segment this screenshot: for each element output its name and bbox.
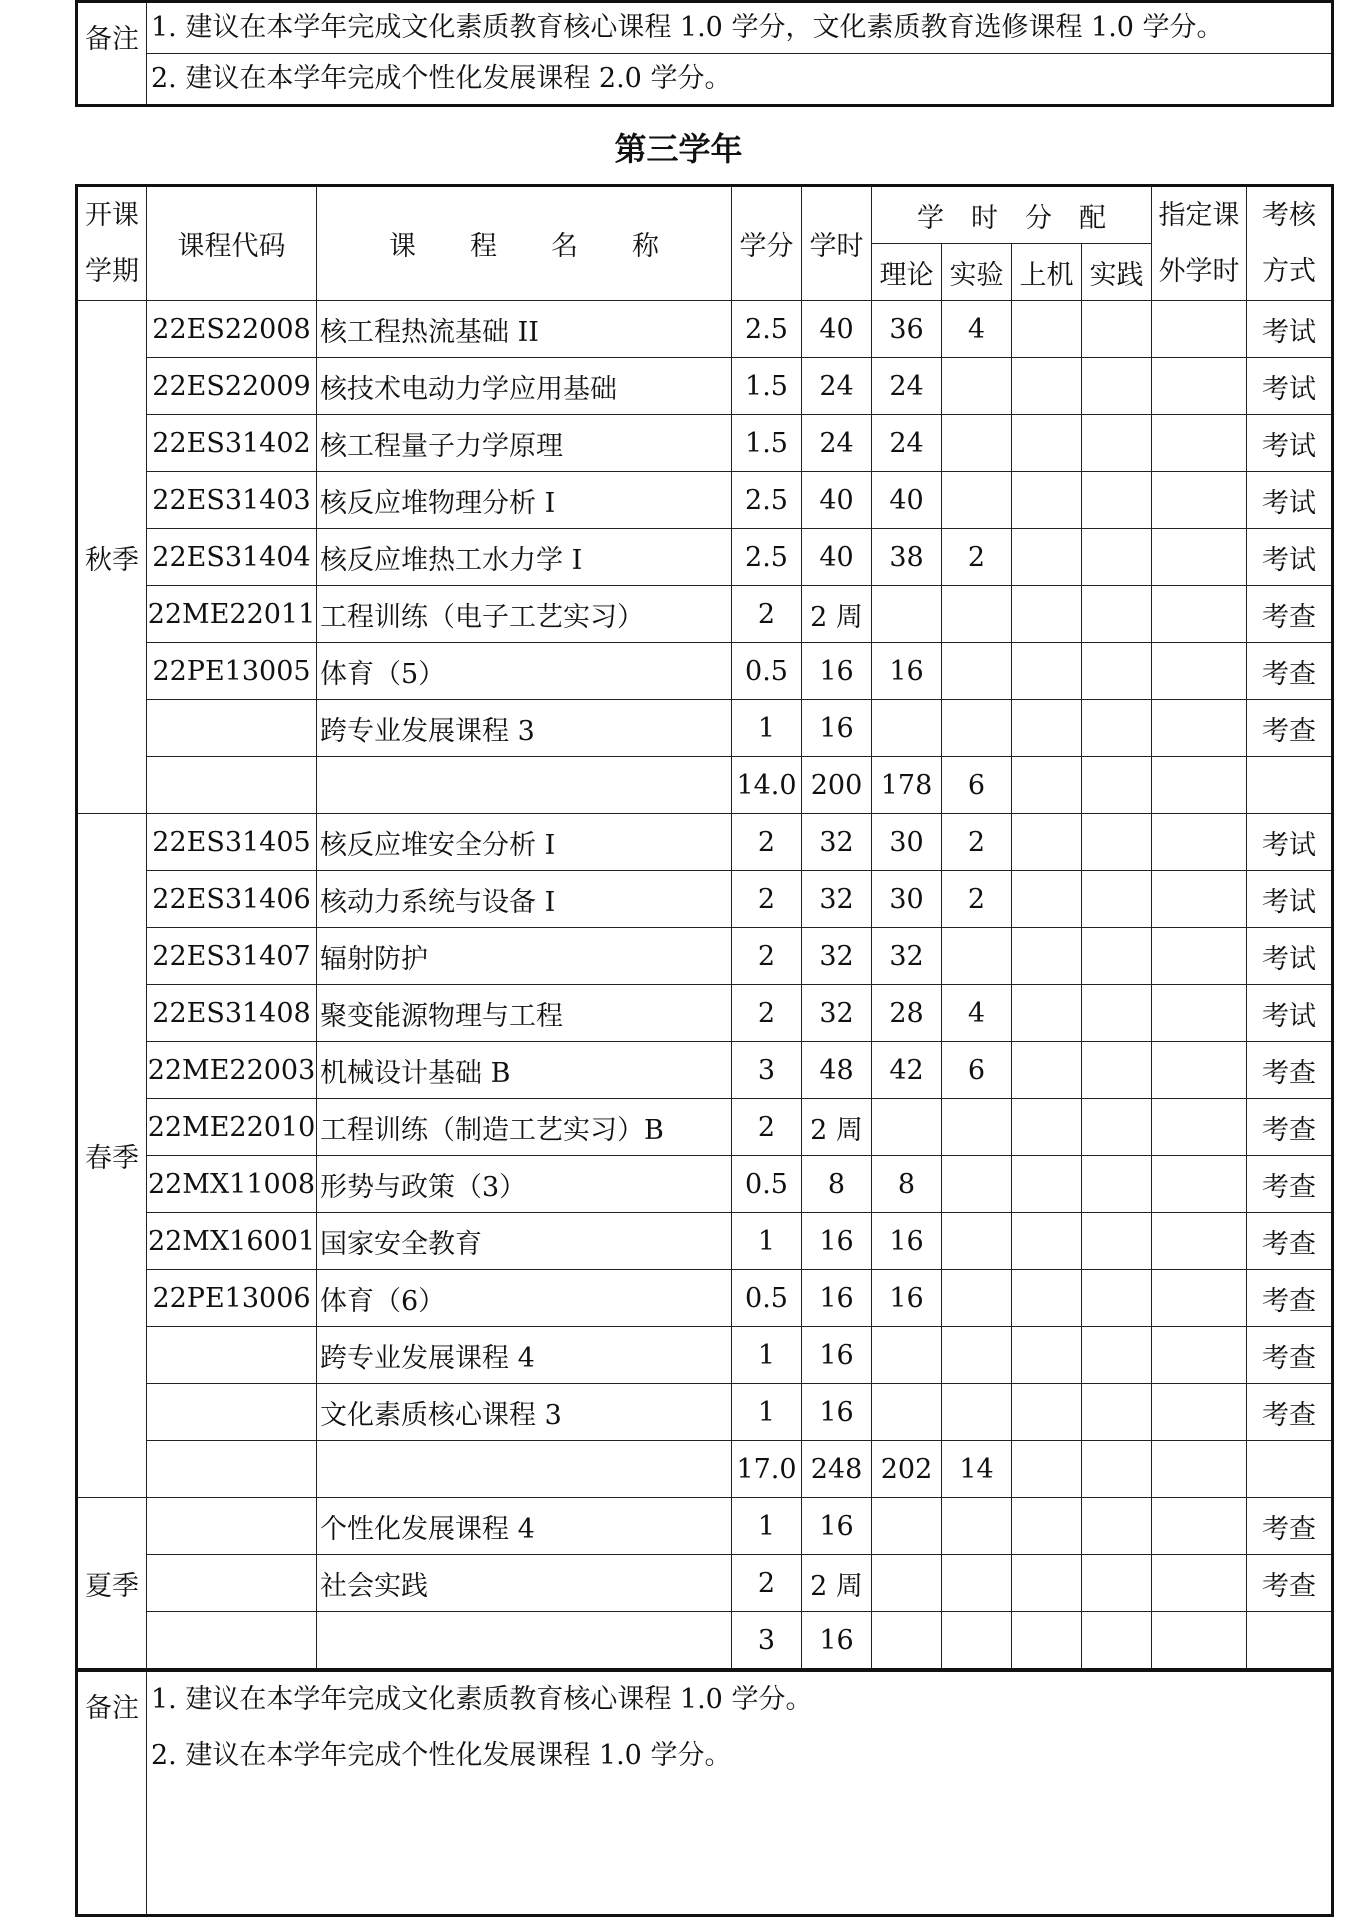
experiment-hours — [942, 1384, 1012, 1441]
experiment-hours — [942, 1498, 1012, 1555]
theory-hours — [872, 700, 942, 757]
practice-hours — [1082, 643, 1152, 700]
table-row — [77, 1384, 1333, 1441]
experiment-hours — [942, 586, 1012, 643]
practice-hours — [1082, 472, 1152, 529]
experiment-hours — [942, 1156, 1012, 1213]
table-row — [77, 1042, 1333, 1099]
course-name: 核反应堆热工水力学 I — [317, 529, 732, 586]
course-code: 22ES31406 — [147, 871, 317, 928]
course-name — [317, 1441, 732, 1498]
course-code: 22PE13006 — [147, 1270, 317, 1327]
course-code: 22ES31403 — [147, 472, 317, 529]
computer-hours — [1012, 1498, 1082, 1555]
table-row — [77, 1270, 1333, 1327]
extracurricular-hours — [1152, 415, 1247, 472]
course-name: 核工程量子力学原理 — [317, 415, 732, 472]
table-row — [77, 1099, 1333, 1156]
header-name: 课 程 名 称 — [317, 186, 732, 301]
theory-hours: 8 — [872, 1156, 942, 1213]
practice-hours — [1082, 928, 1152, 985]
course-name: 体育（5） — [317, 643, 732, 700]
practice-hours — [1082, 1099, 1152, 1156]
credits: 17.0 — [732, 1441, 802, 1498]
course-name: 国家安全教育 — [317, 1213, 732, 1270]
hours: 200 — [802, 757, 872, 814]
theory-hours: 36 — [872, 301, 942, 358]
hours: 248 — [802, 1441, 872, 1498]
computer-hours — [1012, 1099, 1082, 1156]
hours: 16 — [802, 1498, 872, 1555]
theory-hours — [872, 1099, 942, 1156]
hours: 16 — [802, 643, 872, 700]
extracurricular-hours — [1152, 1498, 1247, 1555]
header-semester: 开课 学期 — [77, 186, 147, 301]
computer-hours — [1012, 1555, 1082, 1612]
credits: 2 — [732, 871, 802, 928]
practice-hours — [1082, 1612, 1152, 1670]
credits: 2 — [732, 1099, 802, 1156]
course-code: 22MX11008 — [147, 1156, 317, 1213]
table-row — [77, 1327, 1333, 1384]
theory-hours: 42 — [872, 1042, 942, 1099]
hours: 40 — [802, 472, 872, 529]
course-name: 文化素质核心课程 3 — [317, 1384, 732, 1441]
course-name: 辐射防护 — [317, 928, 732, 985]
course-code: 22ES22008 — [147, 301, 317, 358]
extracurricular-hours — [1152, 700, 1247, 757]
course-name: 机械设计基础 B — [317, 1042, 732, 1099]
course-code: 22PE13005 — [147, 643, 317, 700]
practice-hours — [1082, 529, 1152, 586]
extracurricular-hours — [1152, 1042, 1247, 1099]
credits: 14.0 — [732, 757, 802, 814]
course-code: 22ES31404 — [147, 529, 317, 586]
computer-hours — [1012, 757, 1082, 814]
assessment: 考查 — [1247, 1555, 1333, 1612]
computer-hours — [1012, 1384, 1082, 1441]
assessment: 考试 — [1247, 928, 1333, 985]
course-code: 22ES22009 — [147, 358, 317, 415]
practice-hours — [1082, 1327, 1152, 1384]
table-row — [77, 301, 1333, 358]
course-code: 22ME22010 — [147, 1099, 317, 1156]
semester-cell: 夏季 — [77, 1498, 147, 1670]
extracurricular-hours — [1152, 472, 1247, 529]
remark-line: 2. 建议在本学年完成个性化发展课程 2.0 学分。 — [147, 54, 1333, 106]
extracurricular-hours — [1152, 757, 1247, 814]
course-code — [147, 1612, 317, 1670]
assessment: 考查 — [1247, 1156, 1333, 1213]
extracurricular-hours — [1152, 871, 1247, 928]
course-code: 22ME22003 — [147, 1042, 317, 1099]
table-row — [77, 1213, 1333, 1270]
assessment — [1247, 757, 1333, 814]
hours: 2 周 — [802, 586, 872, 643]
hours: 16 — [802, 1270, 872, 1327]
practice-hours — [1082, 1213, 1152, 1270]
practice-hours — [1082, 757, 1152, 814]
table-row — [77, 985, 1333, 1042]
experiment-hours: 4 — [942, 985, 1012, 1042]
practice-hours — [1082, 1042, 1152, 1099]
theory-hours: 24 — [872, 415, 942, 472]
course-name: 跨专业发展课程 4 — [317, 1327, 732, 1384]
experiment-hours: 6 — [942, 757, 1012, 814]
extracurricular-hours — [1152, 1612, 1247, 1670]
computer-hours — [1012, 301, 1082, 358]
header-hours: 学时 — [802, 186, 872, 301]
credits: 0.5 — [732, 643, 802, 700]
theory-hours: 24 — [872, 358, 942, 415]
course-name: 社会实践 — [317, 1555, 732, 1612]
computer-hours — [1012, 472, 1082, 529]
course-code — [147, 1384, 317, 1441]
assessment: 考试 — [1247, 415, 1333, 472]
experiment-hours: 2 — [942, 871, 1012, 928]
extracurricular-hours — [1152, 1384, 1247, 1441]
computer-hours — [1012, 529, 1082, 586]
extracurricular-hours — [1152, 1213, 1247, 1270]
course-code — [147, 757, 317, 814]
remark-line: 2. 建议在本学年完成个性化发展课程 1.0 学分。 — [151, 1740, 732, 1771]
remark-line: 1. 建议在本学年完成文化素质教育核心课程 1.0 学分，文化素质教育选修课程 1.0 学分。 — [147, 2, 1333, 54]
credits: 0.5 — [732, 1156, 802, 1213]
computer-hours — [1012, 1156, 1082, 1213]
hours: 24 — [802, 358, 872, 415]
practice-hours — [1082, 358, 1152, 415]
theory-hours — [872, 586, 942, 643]
table-row — [77, 928, 1333, 985]
table-row — [77, 358, 1333, 415]
theory-hours: 16 — [872, 1270, 942, 1327]
credits: 2 — [732, 814, 802, 871]
experiment-hours — [942, 1555, 1012, 1612]
hours: 24 — [802, 415, 872, 472]
experiment-hours — [942, 928, 1012, 985]
theory-hours: 16 — [872, 1213, 942, 1270]
hours: 16 — [802, 1327, 872, 1384]
extracurricular-hours — [1152, 1156, 1247, 1213]
assessment: 考查 — [1247, 1384, 1333, 1441]
course-name: 核工程热流基础 II — [317, 301, 732, 358]
extracurricular-hours — [1152, 928, 1247, 985]
assessment: 考试 — [1247, 814, 1333, 871]
experiment-hours — [942, 472, 1012, 529]
credits: 1 — [732, 1384, 802, 1441]
semester-cell: 春季 — [77, 814, 147, 1498]
hours: 32 — [802, 871, 872, 928]
theory-hours: 38 — [872, 529, 942, 586]
course-code: 22ES31402 — [147, 415, 317, 472]
theory-hours — [872, 1498, 942, 1555]
course-code — [147, 1555, 317, 1612]
assessment: 考试 — [1247, 871, 1333, 928]
course-table — [75, 184, 1334, 1671]
computer-hours — [1012, 871, 1082, 928]
assessment: 考试 — [1247, 358, 1333, 415]
theory-hours — [872, 1612, 942, 1670]
theory-hours: 202 — [872, 1441, 942, 1498]
table-row — [77, 472, 1333, 529]
assessment: 考查 — [1247, 1042, 1333, 1099]
practice-hours — [1082, 814, 1152, 871]
credits: 2.5 — [732, 472, 802, 529]
top-remarks-table — [75, 0, 1334, 107]
table-row — [77, 1498, 1333, 1555]
course-code: 22ME22011 — [147, 586, 317, 643]
credits: 2 — [732, 985, 802, 1042]
experiment-hours — [942, 1099, 1012, 1156]
table-row — [77, 700, 1333, 757]
experiment-hours — [942, 1327, 1012, 1384]
course-name: 工程训练（电子工艺实习） — [317, 586, 732, 643]
extracurricular-hours — [1152, 985, 1247, 1042]
table-row — [77, 814, 1333, 871]
practice-hours — [1082, 700, 1152, 757]
computer-hours — [1012, 415, 1082, 472]
course-name: 聚变能源物理与工程 — [317, 985, 732, 1042]
experiment-hours: 6 — [942, 1042, 1012, 1099]
experiment-hours: 14 — [942, 1441, 1012, 1498]
extracurricular-hours — [1152, 1555, 1247, 1612]
course-name: 跨专业发展课程 3 — [317, 700, 732, 757]
theory-hours: 178 — [872, 757, 942, 814]
practice-hours — [1082, 415, 1152, 472]
hours: 2 周 — [802, 1099, 872, 1156]
remarks-label: 备注 — [77, 1671, 147, 1916]
hours: 2 周 — [802, 1555, 872, 1612]
practice-hours — [1082, 871, 1152, 928]
practice-hours — [1082, 1498, 1152, 1555]
computer-hours — [1012, 928, 1082, 985]
computer-hours — [1012, 1042, 1082, 1099]
header-credits: 学分 — [732, 186, 802, 301]
credits: 1 — [732, 700, 802, 757]
course-name — [317, 757, 732, 814]
computer-hours — [1012, 814, 1082, 871]
computer-hours — [1012, 700, 1082, 757]
hours: 40 — [802, 529, 872, 586]
remark-line: 1. 建议在本学年完成文化素质教育核心课程 1.0 学分。 — [151, 1684, 813, 1715]
practice-hours — [1082, 1441, 1152, 1498]
extracurricular-hours — [1152, 1327, 1247, 1384]
table-row — [77, 1441, 1333, 1498]
bottom-remarks-table — [75, 1669, 1334, 1917]
extracurricular-hours — [1152, 643, 1247, 700]
course-name: 体育（6） — [317, 1270, 732, 1327]
practice-hours — [1082, 1555, 1152, 1612]
header-practice: 实践 — [1082, 244, 1152, 301]
experiment-hours: 2 — [942, 529, 1012, 586]
extracurricular-hours — [1152, 1099, 1247, 1156]
credits: 2 — [732, 928, 802, 985]
course-name: 核技术电动力学应用基础 — [317, 358, 732, 415]
assessment: 考查 — [1247, 1327, 1333, 1384]
table-row — [77, 415, 1333, 472]
theory-hours: 28 — [872, 985, 942, 1042]
table-row — [77, 871, 1333, 928]
hours: 40 — [802, 301, 872, 358]
theory-hours: 30 — [872, 871, 942, 928]
credits: 1 — [732, 1498, 802, 1555]
table-row — [77, 586, 1333, 643]
extracurricular-hours — [1152, 1441, 1247, 1498]
hours: 16 — [802, 1213, 872, 1270]
practice-hours — [1082, 586, 1152, 643]
course-code: 22ES31408 — [147, 985, 317, 1042]
hours: 8 — [802, 1156, 872, 1213]
assessment: 考试 — [1247, 529, 1333, 586]
practice-hours — [1082, 1270, 1152, 1327]
course-code: 22ES31407 — [147, 928, 317, 985]
credits: 0.5 — [732, 1270, 802, 1327]
credits: 2.5 — [732, 301, 802, 358]
assessment: 考查 — [1247, 643, 1333, 700]
table-row — [77, 1555, 1333, 1612]
theory-hours: 16 — [872, 643, 942, 700]
hours: 32 — [802, 985, 872, 1042]
credits: 1 — [732, 1213, 802, 1270]
experiment-hours — [942, 700, 1012, 757]
experiment-hours: 2 — [942, 814, 1012, 871]
header-assessment: 考核 方式 — [1247, 186, 1333, 301]
course-name — [317, 1612, 732, 1670]
table-row — [77, 757, 1333, 814]
credits: 3 — [732, 1612, 802, 1670]
credits: 1.5 — [732, 415, 802, 472]
header-distribution: 学 时 分 配 — [872, 186, 1152, 244]
course-code: 22MX16001 — [147, 1213, 317, 1270]
experiment-hours — [942, 358, 1012, 415]
table-row — [77, 643, 1333, 700]
credits: 1.5 — [732, 358, 802, 415]
hours: 48 — [802, 1042, 872, 1099]
practice-hours — [1082, 301, 1152, 358]
theory-hours — [872, 1327, 942, 1384]
assessment — [1247, 1441, 1333, 1498]
assessment: 考查 — [1247, 1498, 1333, 1555]
course-name: 核反应堆物理分析 I — [317, 472, 732, 529]
extracurricular-hours — [1152, 529, 1247, 586]
assessment: 考试 — [1247, 301, 1333, 358]
assessment: 考试 — [1247, 472, 1333, 529]
experiment-hours — [942, 1612, 1012, 1670]
credits: 2 — [732, 586, 802, 643]
practice-hours — [1082, 1384, 1152, 1441]
course-name: 个性化发展课程 4 — [317, 1498, 732, 1555]
assessment: 考试 — [1247, 985, 1333, 1042]
experiment-hours: 4 — [942, 301, 1012, 358]
credits: 2.5 — [732, 529, 802, 586]
theory-hours: 30 — [872, 814, 942, 871]
experiment-hours — [942, 643, 1012, 700]
hours: 32 — [802, 928, 872, 985]
assessment: 考查 — [1247, 700, 1333, 757]
year-title: 第三学年 — [614, 130, 743, 168]
extracurricular-hours — [1152, 1270, 1247, 1327]
course-code — [147, 1441, 317, 1498]
experiment-hours — [942, 1270, 1012, 1327]
assessment: 考查 — [1247, 586, 1333, 643]
remarks-content — [147, 1671, 1333, 1916]
header-extracurricular: 指定课 外学时 — [1152, 186, 1247, 301]
experiment-hours — [942, 1213, 1012, 1270]
computer-hours — [1012, 1441, 1082, 1498]
header-experiment: 实验 — [942, 244, 1012, 301]
practice-hours — [1082, 1156, 1152, 1213]
computer-hours — [1012, 1327, 1082, 1384]
hours: 16 — [802, 1384, 872, 1441]
extracurricular-hours — [1152, 301, 1247, 358]
experiment-hours — [942, 415, 1012, 472]
table-row — [77, 1156, 1333, 1213]
header-computer: 上机 — [1012, 244, 1082, 301]
course-code: 22ES31405 — [147, 814, 317, 871]
assessment: 考查 — [1247, 1213, 1333, 1270]
course-name: 形势与政策（3） — [317, 1156, 732, 1213]
course-code — [147, 1498, 317, 1555]
computer-hours — [1012, 985, 1082, 1042]
theory-hours — [872, 1384, 942, 1441]
computer-hours — [1012, 643, 1082, 700]
extracurricular-hours — [1152, 358, 1247, 415]
table-row — [77, 1612, 1333, 1670]
course-body — [77, 301, 1333, 1670]
hours: 16 — [802, 700, 872, 757]
computer-hours — [1012, 1213, 1082, 1270]
header-theory: 理论 — [872, 244, 942, 301]
course-code — [147, 700, 317, 757]
practice-hours — [1082, 985, 1152, 1042]
credits: 2 — [732, 1555, 802, 1612]
credits: 3 — [732, 1042, 802, 1099]
course-code — [147, 1327, 317, 1384]
hours: 16 — [802, 1612, 872, 1670]
course-name: 核动力系统与设备 I — [317, 871, 732, 928]
hours: 32 — [802, 814, 872, 871]
extracurricular-hours — [1152, 814, 1247, 871]
remarks-label: 备注 — [77, 2, 147, 106]
header-code: 课程代码 — [147, 186, 317, 301]
computer-hours — [1012, 1270, 1082, 1327]
theory-hours: 40 — [872, 472, 942, 529]
credits: 1 — [732, 1327, 802, 1384]
semester-cell: 秋季 — [77, 301, 147, 814]
assessment: 考查 — [1247, 1099, 1333, 1156]
assessment: 考查 — [1247, 1270, 1333, 1327]
theory-hours — [872, 1555, 942, 1612]
computer-hours — [1012, 586, 1082, 643]
assessment — [1247, 1612, 1333, 1670]
extracurricular-hours — [1152, 586, 1247, 643]
course-name: 核反应堆安全分析 I — [317, 814, 732, 871]
theory-hours: 32 — [872, 928, 942, 985]
course-name: 工程训练（制造工艺实习）B — [317, 1099, 732, 1156]
computer-hours — [1012, 1612, 1082, 1670]
computer-hours — [1012, 358, 1082, 415]
table-row — [77, 529, 1333, 586]
